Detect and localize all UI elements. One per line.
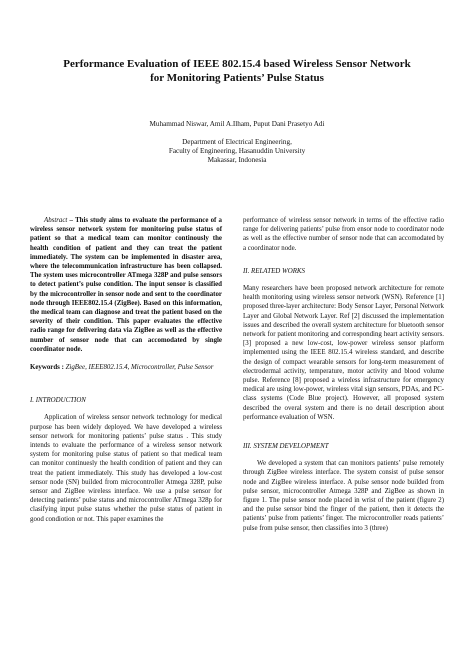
section-heading-system-development: III. SYSTEM DEVELOPMENT bbox=[243, 443, 329, 451]
affiliation bbox=[40, 138, 434, 165]
system-development-text: We developed a system that can monitors patients’ pulse remotely through ZigBee wireless interface. The system consist of pulse sensor node and ZigBee wireless interface. A pulse sensor node builded from pulse sensor, microcontroller Atmega 328P and ZigBee as shown in figure 1. The pulse sensor node placed in wrist of the patient (figure 2) and the pulse sensor bind the finger of the patient, then it detects the patients’ pulse from patients’ finger. The microcontroller reads patients’ pulse from pulse sensor, then classifies into 3 (three) bbox=[243, 460, 444, 532]
right-column bbox=[243, 216, 444, 533]
affiliation-line-1: Department of Electrical Engineering, bbox=[182, 138, 292, 146]
keywords-label: Keywords : bbox=[30, 364, 64, 372]
affiliation-line-3: Makassar, Indonesia bbox=[207, 156, 267, 164]
section-heading-introduction: I. INTRODUCTION bbox=[30, 397, 86, 405]
title-line-1: Performance Evaluation of IEEE 802.15.4 based Wireless Sensor Network bbox=[63, 58, 411, 70]
introduction-text: Application of wireless sensor network technology for medical purpose has been widely deployed. We have developed a wireless sensor network for monitoring patients’ pulse status . This study intends to evaluate the performance of a wireless sensor network system for monitoring pulse status of patient so that medical team can monitor continuesly the health condition of patient and they can treat the patient immediately. This study has developed a low-cost sensor node (SN) builded from microcontroller Atmega 328P, pulse sensor and ZigBee wireless interface. We use a pulse sensor for detecting patients’ pulse status and microcontroller ATmega 328p for clasifying input pulse status whether the pulse status of patient in good condiotion or not. This paper examines the bbox=[30, 414, 222, 523]
section-heading-related-works: II. RELATED WORKS bbox=[243, 267, 305, 275]
abstract bbox=[30, 216, 222, 354]
title-line-2: for Monitoring Patients’ Pulse Status bbox=[150, 72, 324, 84]
paper-title bbox=[40, 57, 434, 85]
left-column bbox=[30, 216, 222, 524]
affiliation-line-2: Faculty of Engineering, Hasanuddin University bbox=[168, 147, 306, 155]
abstract-dash: – bbox=[67, 217, 76, 224]
author-list: Muhammad Niswar, Amil A.Ilham, Puput Dani Prasetyo Adi bbox=[149, 120, 325, 128]
keywords-text: ZigBee, IEEE802.15.4, Microcontroller, Pulse Sensor bbox=[63, 364, 214, 372]
abstract-label: Abstract bbox=[44, 217, 68, 224]
related-works-text: Many researchers have been proposed network architecture for remote health monitoring using wireless sensor network (WSN). Reference [1] proposed three-layer architecture: Body Sensor Layer, Personal Network Layer and Global Network Layer. Ref [2] discussed the implementation issues and described the overall system architecture for bluetooth sensor network for patient monitoring and corresponding heart activity sensors. [3] proposed a new low-cost, low-power wireless sensor platform implemented using the IEEE 802.15.4 wireless standard, and describe the design of compact wearable sensors for long-term measurement of electrodermal activity, temperature, motor activity and blood volume pulse. Reference [8] proposed a wireless infrastructure for emergency medical are using low-power, wireless vital sign sensors, PDAs, and PC-class systems (Code Blue project). However, all proposed system described the overal system and there is no detail description about performance evaluation of WSN. bbox=[243, 285, 444, 421]
keywords bbox=[30, 363, 222, 372]
intro-continuation-text: performance of wireless sensor network in terms of the effective radio range for delivering patients’ pulse from ensor node to coordinator node as well as the effective number of sensor node that can accomodated by a coordinator node. bbox=[243, 217, 444, 252]
abstract-text: This study aims to evaluate the performance of a wireless sensor network system for monitoring pulse status of patient so that a medical team can monitor continously the health condition of patient and they can treat the patient immediately. The system can be implemented in disaster area, where the telecommunication infrastructure has been collapsed. The system uses microcontroller ATmega 328P and pulse sensors to detect patient’s pulse condition. The input sensor is classified by the microcontroller in sensor node and sent to the coordinator node through IEEE802.15.4 (ZigBee). Based on this information, the medical team can diagnose and treat the patient based on the severity of their condition. This paper evaluates the effective radio range for delivering data via ZigBee as well as the effective number of sensor node that can accomodated by single coordinator node. bbox=[30, 217, 222, 353]
